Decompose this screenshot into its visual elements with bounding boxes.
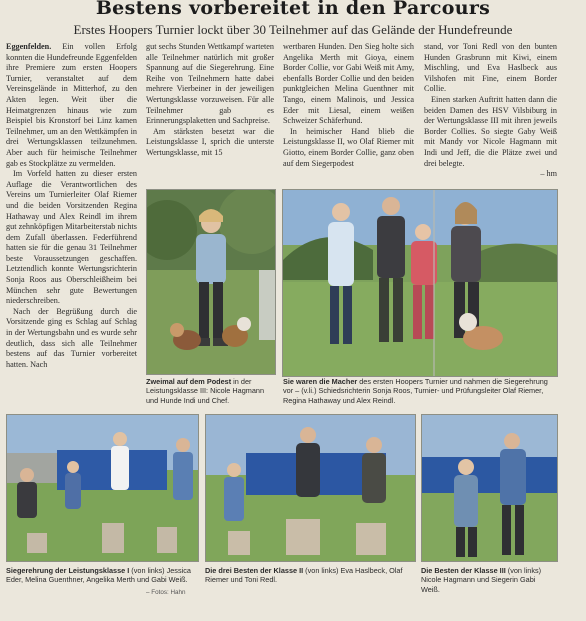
caption-photo-1: Zweimal auf dem Podest in der Leistungsklasse III: Nicole Hagmann und Hunde Indi und Chef. <box>146 377 265 405</box>
dateline: Eggenfelden. <box>6 42 52 51</box>
paragraph: stand, vor Toni Redl von den bunten Hunden Grasbrunn mit Kiwi, einem Mischling, und Eva Haslbeck aus Vilshofen mit Fine, einem Border Collie. <box>424 42 557 94</box>
photo-class-1-podium <box>6 414 199 562</box>
paragraph: Einen starken Auftritt hatten dann die beiden Damen des HSV Vilsbiburg in der Wertungsklasse III mit ihren jeweils Border Collies. So siegte Gaby Weiß mit Mandy vor Nicole Hagmann mit Indi und Jeff, die die Plätze zwei und drei belegte. <box>424 94 557 168</box>
caption-photo-3: Siegerehrung der Leistungsklasse I (von links) Jessica Eder, Melina Guenthner, Angelika Merth und Gabi Weiß. <box>6 566 191 585</box>
photo-woman-with-dogs <box>146 189 276 375</box>
paragraph: wertbaren Hunden. Den Sieg holte sich Angelika Merth mit Gioya, einem Border Collie, vor Gabi Weiß mit Amy, ebenfalls Border Collie und den beiden punktgleichen Melina Guenthner mit Tango, einem Malinois, und Jessica Eder mit Liesal, einem weißen Schweizer Schäferhund. <box>283 42 414 126</box>
paragraph: Ein vollen Erfolg konnten die Hundefreunde Eggenfelden ihre Premiere zum ersten Hoopers Turnier, veranstaltet auf dem Vereinsgelände in Mitterhof, zu den Akten legen. Weit über die Heimatgrenzen hinaus wie zum Beispiel bis Kronstorf bei Linz kamen Teilnehmer, um an den Wettkämpfen in drei Wertungsklassen teilzunehmen. Aber auch für heimische Teilnehmer gab es Stockplätze zu vermelden. <box>6 42 137 168</box>
author-sign: – hm <box>540 169 557 179</box>
caption-photo-5: Die Besten der Klasse III (von links) Nicole Hagmann und Siegerin Gabi Weiß. <box>421 566 542 594</box>
paragraph: Im Vorfeld hatten zu dieser ersten Auflage die Verantwortlichen des Vereins um Turnierleiter Olaf Riemer und die beiden Vorsitzenden Regina Hathaway und Alex Reindl im ihrem gut zehnköpfigen Mitarbeiterstab nichts dem Zufall überlassen. Federführend hatten sie für die genau 31 Teilnehmer beste Voraussetzungen geschaffen. Letztendlich konnte Wertungsrichterin Sonja Roos aus Oberschleißheim bei München sehr gute Bewertungen niederschreiben. <box>6 169 137 306</box>
article-column-2 <box>146 42 274 159</box>
article-column-1 <box>6 42 137 370</box>
paragraph: In heimischer Hand blieb die Leistungsklasse II, wo Olaf Riemer mit Giotto, einem Border Collie, ganz oben auf dem Siegerpodest <box>283 126 414 168</box>
subheadline: Erstes Hoopers Turnier lockt über 30 Teilnehmer auf das Gelände der Hundefreunde <box>73 22 513 37</box>
photo-class-3-podium <box>421 414 558 562</box>
headline: Bestens vorbereitet in den Parcours <box>95 0 491 19</box>
article-column-4 <box>424 42 557 180</box>
paragraph: Am stärksten besetzt war die Leistungsklasse I, sprich die unterste Wertungsklasse, mit 15 <box>146 126 274 157</box>
photo-organizers-group <box>282 189 558 377</box>
paragraph: gut sechs Stunden Wettkampf warteten alle Teilnehmer natürlich mit großer Spannung auf die Siegerehrung. Eine Reihe von Teilnehmern hatte dabei mehrere Vierbeiner in der jeweiligen Wertungsklasse vorzuweisen. Für alle Teilnehmer gab es Erinnerungsplaketten und Sachpreise. <box>146 42 274 126</box>
caption-photo-4: Die drei Besten der Klasse II (von links) Eva Haslbeck, Olaf Riemer und Toni Redl. <box>205 566 403 585</box>
paragraph: Nach der Begrüßung durch die Vorsitzende ging es Schlag auf Schlag in der Wertungsbahn und es wurde sehr deutlich, dass sich alle Teilnehmer bestens auf das Turnier vorbereitet hatten. Nach <box>6 306 137 369</box>
photo-credit: – Fotos: Hahn <box>146 589 186 596</box>
caption-photo-2: Sie waren die Macher des ersten Hoopers Turnier und nahmen die Siegerehrung vor – (v.li.) Schiedsrichterin Sonja Roos, Turnier- und Prüfungsleiter Olaf Riemer, Regina Hathaway und Alex Reindl. <box>283 377 548 405</box>
photo-class-2-podium <box>205 414 416 562</box>
article-column-3 <box>283 42 414 169</box>
